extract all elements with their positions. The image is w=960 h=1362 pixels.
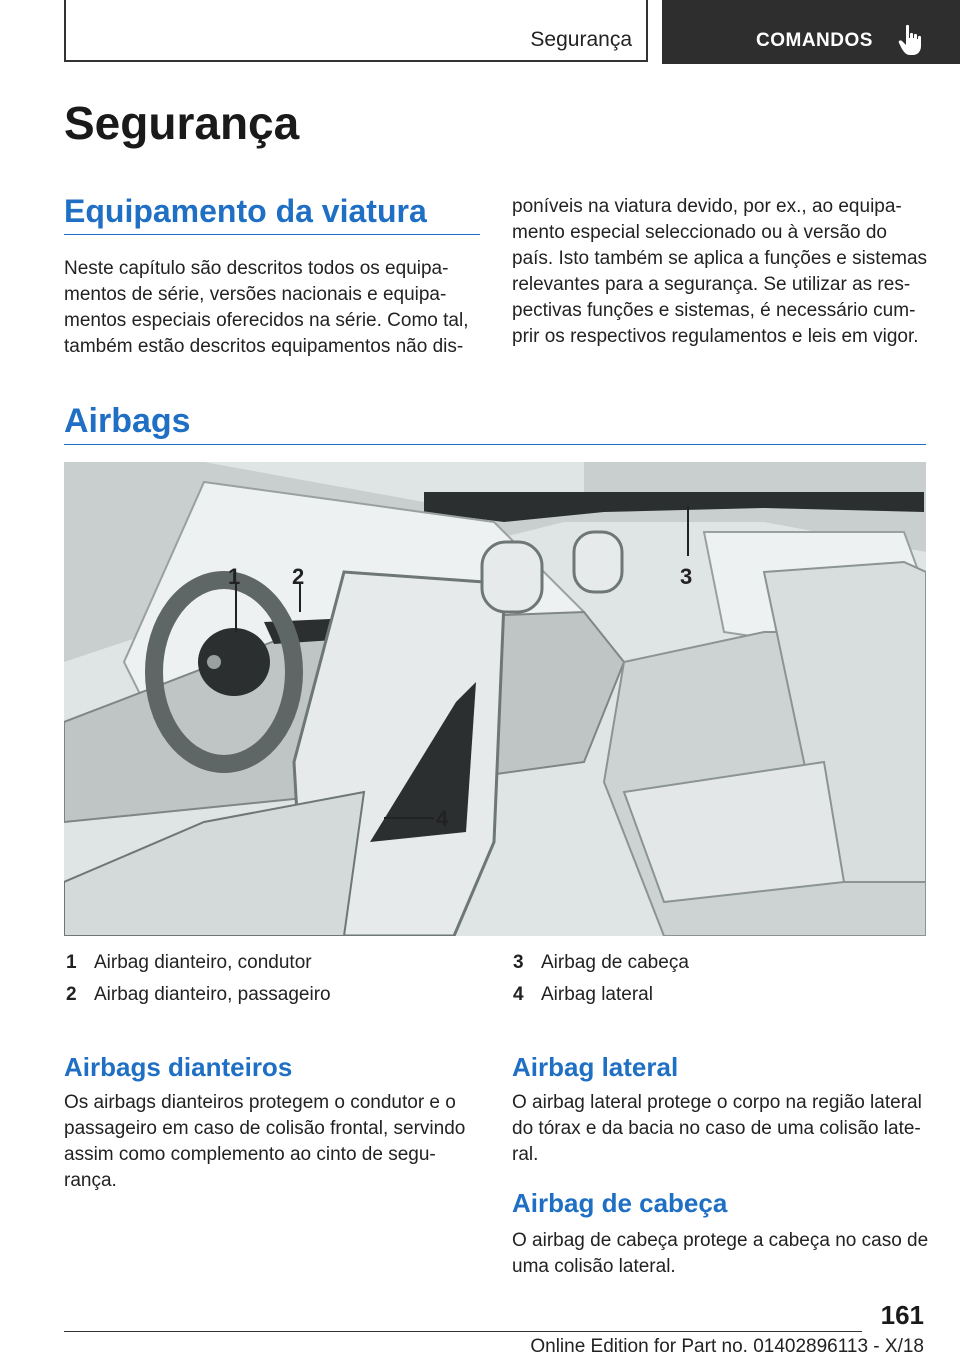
legend-text: Airbag de cabeça [541, 952, 689, 973]
header-section-tab [64, 0, 648, 62]
header-section-label: Segurança [530, 28, 632, 51]
text-line: O airbag lateral protege o corpo na região lateral [512, 1092, 922, 1113]
page-number: 161 [880, 1300, 924, 1330]
footer-rule [64, 1331, 862, 1332]
text-line: mentos especiais oferecidos na série. Como tal, [64, 310, 469, 331]
text-line: passageiro em caso de colisão frontal, servindo [64, 1118, 466, 1139]
header-chapter-tab [662, 0, 960, 64]
section-rule [64, 234, 480, 235]
text-line: Os airbags dianteiros protegem o condutor e o [64, 1092, 456, 1113]
legend-text: Airbag dianteiro, condutor [94, 952, 312, 973]
footer-edition-text: Online Edition for Part no. 01402896113 - X/18 [530, 1336, 924, 1357]
car-interior-drawing [64, 462, 926, 936]
text-line: também estão descritos equipamentos não dis- [64, 336, 464, 357]
section-heading-vehicle-equipment: Equipamento da viatura [64, 193, 427, 229]
text-line: uma colisão lateral. [512, 1256, 676, 1277]
legend-number: 4 [513, 984, 524, 1005]
legend-text: Airbag dianteiro, passageiro [94, 984, 331, 1005]
callout-2: 2 [292, 564, 305, 589]
vehicle-equipment-paragraph-col2 [512, 194, 927, 350]
legend-number: 2 [66, 984, 77, 1005]
car-interior-illustration [64, 462, 926, 936]
legend-number: 3 [513, 952, 524, 973]
text-line: mentos de série, versões nacionais e equipa- [64, 284, 447, 305]
text-line: O airbag de cabeça protege a cabeça no caso de [512, 1230, 929, 1251]
heading-head-airbag: Airbag de cabeça [512, 1188, 728, 1218]
section-rule [64, 444, 926, 445]
section-heading-airbags: Airbags [64, 402, 191, 440]
text-line: pectivas funções e sistemas, é necessário cum- [512, 300, 916, 321]
text-line: prir os respectivos regulamentos e leis em vigor. [512, 326, 919, 347]
text-line: relevantes para a segurança. Se utilizar as res- [512, 274, 911, 295]
front-airbags-paragraph [64, 1090, 465, 1194]
heading-front-airbags: Airbags dianteiros [64, 1052, 293, 1082]
pointing-hand-icon [898, 24, 924, 56]
text-line: do tórax e da bacia no caso de uma colisão late- [512, 1118, 921, 1139]
text-line: país. Isto também se aplica a funções e sistemas [512, 248, 928, 269]
text-line: rança. [64, 1170, 117, 1191]
callout-4: 4 [436, 806, 449, 831]
legend-text: Airbag lateral [541, 984, 653, 1005]
text-line: Neste capítulo são descritos todos os equipa- [64, 258, 449, 279]
text-line: mento especial seleccionado ou à versão do [512, 222, 887, 243]
text-line: poníveis na viatura devido, por ex., ao equipa- [512, 196, 902, 217]
text-line: ral. [512, 1144, 539, 1165]
callout-3: 3 [680, 564, 693, 589]
text-line: assim como complemento ao cinto de segu- [64, 1144, 436, 1165]
page-title: Segurança [64, 97, 300, 149]
side-airbag-paragraph [512, 1090, 922, 1168]
heading-side-airbag: Airbag lateral [512, 1052, 679, 1082]
callout-1: 1 [228, 564, 241, 589]
head-airbag-paragraph [512, 1228, 928, 1280]
legend-number: 1 [66, 952, 77, 973]
vehicle-equipment-paragraph-col1 [64, 256, 468, 360]
header-chapter-label: COMANDOS [756, 30, 873, 51]
